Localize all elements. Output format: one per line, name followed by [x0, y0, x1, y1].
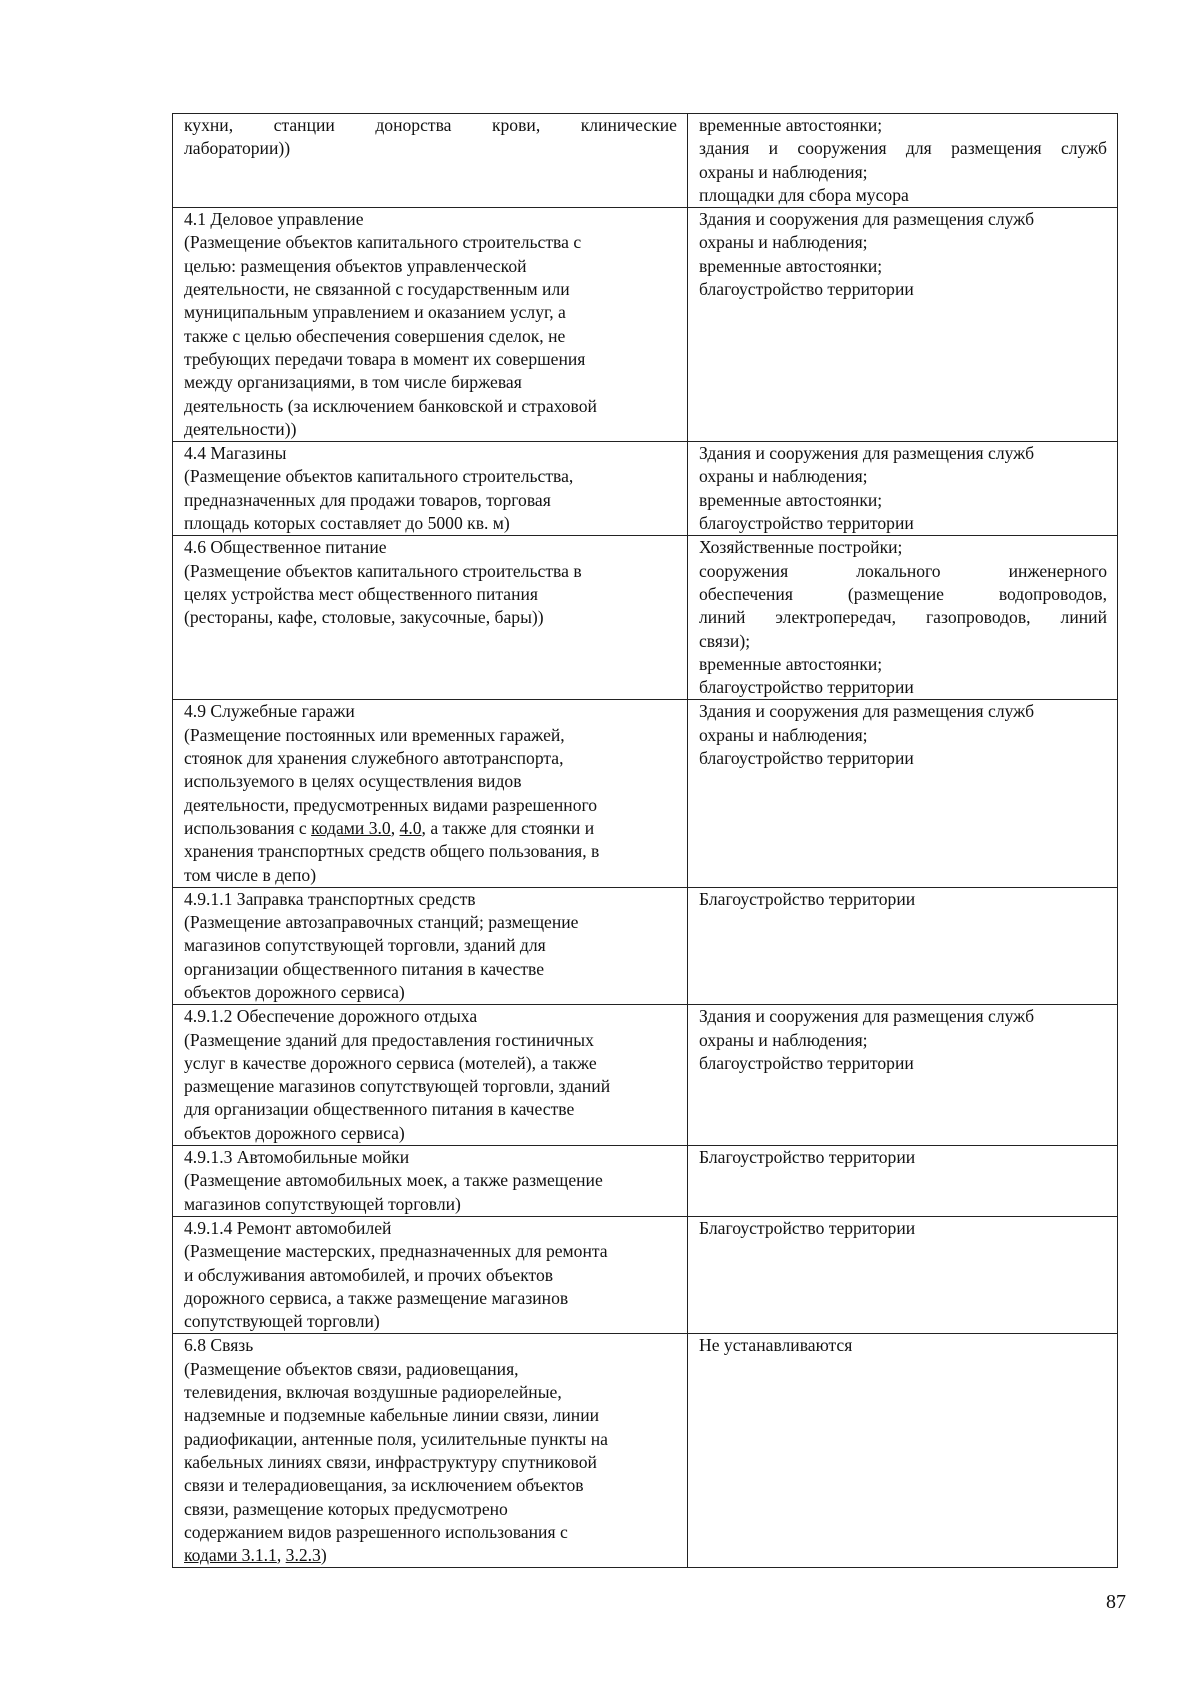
cell-text-line: магазинов сопутствующей торговли, зданий для: [184, 935, 546, 956]
cell-text-line: также с целью обеспечения совершения сделок, не: [184, 325, 566, 346]
use-type-title: 6.8 Связь: [184, 1335, 254, 1356]
cell-text-line: здания и сооружения для размещения служб: [699, 138, 1107, 159]
cell-text-line: охраны и наблюдения;: [699, 161, 868, 182]
cell-text-line: кухни, станции донорства крови, клинические: [184, 115, 677, 135]
permitted-use-cell: [173, 1005, 688, 1146]
cell-text-line: (Размещение объектов связи, радиовещания,: [184, 1358, 519, 1379]
code-reference-link[interactable]: 4.0: [399, 817, 422, 838]
cell-text-line: телевидения, включая воздушные радиорелейные,: [184, 1382, 562, 1403]
table-row: [173, 536, 1118, 700]
cell-text-line: площадки для сбора мусора: [699, 184, 909, 205]
code-reference-link[interactable]: кодами 3.1.1: [184, 1545, 277, 1566]
use-type-title: 4.6 Общественное питание: [184, 537, 387, 558]
cell-text-line: объектов дорожного сервиса): [184, 981, 405, 1002]
cell-text-line: организации общественного питания в качестве: [184, 958, 545, 979]
cell-text-line: целью: размещения объектов управленческой: [184, 255, 527, 276]
cell-text-line: и обслуживания автомобилей, и прочих объектов: [184, 1264, 554, 1285]
cell-text-line: (Размещение мастерских, предназначенных для ремонта: [184, 1241, 608, 1262]
cell-text-line: обеспечения (размещение водопроводов,: [699, 583, 1107, 604]
cell-text-line: хранения транспортных средств общего пользования, в: [184, 841, 600, 862]
table-row: [173, 1146, 1118, 1217]
cell-text-line: сопутствующей торговли): [184, 1311, 380, 1332]
cell-text-line: магазинов сопутствующей торговли): [184, 1193, 461, 1214]
auxiliary-use-cell: [688, 1216, 1118, 1333]
land-use-table: [172, 113, 1118, 1568]
permitted-use-cell: [173, 1216, 688, 1333]
table-row: [173, 1334, 1118, 1568]
table-row: [173, 208, 1118, 442]
code-reference-link[interactable]: 3.2.3: [285, 1545, 321, 1566]
cell-text-line: охраны и наблюдения;: [699, 232, 868, 253]
table-row: [173, 442, 1118, 536]
table-row: [173, 1216, 1118, 1333]
cell-text-line: целях устройства мест общественного питания: [184, 583, 538, 604]
permitted-use-cell: [173, 442, 688, 536]
auxiliary-use-cell: [688, 536, 1118, 700]
cell-text-line: Здания и сооружения для размещения служб: [699, 209, 1035, 230]
auxiliary-use-cell: [688, 442, 1118, 536]
cell-text-line: деятельность (за исключением банковской и страховой: [184, 395, 597, 416]
cell-text-line: благоустройство территории: [699, 677, 914, 698]
cell-text-line: (Размещение объектов капитального строительства,: [184, 466, 574, 487]
cell-text-line: Благоустройство территории: [699, 888, 916, 909]
cell-text-line: радиофикации, антенные поля, усилительные пункты на: [184, 1428, 608, 1449]
cell-text-line-with-links: [184, 1544, 677, 1567]
permitted-use-cell: [173, 114, 688, 208]
permitted-use-cell: [173, 1334, 688, 1568]
cell-text-line: деятельности, предусмотренных видами разрешенного: [184, 794, 598, 815]
cell-text-line: кабельных линиях связи, инфраструктуру спутниковой: [184, 1451, 597, 1472]
cell-text-line: временные автостоянки;: [699, 653, 883, 674]
cell-text-line: деятельности, не связанной с государственным или: [184, 279, 570, 300]
cell-text-line: между организациями, в том числе биржевая: [184, 372, 522, 393]
auxiliary-use-cell: [688, 208, 1118, 442]
page-number: 87: [1106, 1591, 1126, 1613]
cell-text-line: линий электропередач, газопроводов, линий: [699, 607, 1107, 628]
cell-text-line: Благоустройство территории: [699, 1217, 916, 1238]
table-row: [173, 700, 1118, 887]
cell-text-line: площадь которых составляет до 5000 кв. м): [184, 513, 510, 534]
cell-text-line: (Размещение постоянных или временных гаражей,: [184, 724, 565, 745]
cell-text-line: Благоустройство территории: [699, 1147, 916, 1168]
cell-text-line: (рестораны, кафе, столовые, закусочные, бары)): [184, 607, 544, 628]
cell-text-line: связи и телерадиовещания, за исключением объектов: [184, 1475, 584, 1496]
auxiliary-use-cell: [688, 1334, 1118, 1568]
use-type-title: 4.9 Служебные гаражи: [184, 701, 355, 722]
cell-text-line: (Размещение зданий для предоставления гостиничных: [184, 1029, 594, 1050]
auxiliary-use-cell: [688, 700, 1118, 887]
cell-text-line: временные автостоянки;: [699, 489, 883, 510]
cell-text-line: для организации общественного питания в качестве: [184, 1099, 575, 1120]
cell-text-line: благоустройство территории: [699, 1052, 914, 1073]
cell-text-line: размещение магазинов сопутствующей торговли, зданий: [184, 1076, 611, 1097]
cell-text-line: сооружения локального инженерного: [699, 560, 1107, 581]
auxiliary-use-cell: [688, 114, 1118, 208]
use-type-title: 4.4 Магазины: [184, 443, 287, 464]
table-row: [173, 1005, 1118, 1146]
cell-text-line: Здания и сооружения для размещения служб: [699, 701, 1035, 722]
link-line-text: , а также для стоянки и: [421, 817, 595, 838]
cell-text-line: лаборатории)): [184, 138, 291, 159]
cell-text-line: объектов дорожного сервиса): [184, 1122, 405, 1143]
cell-text-line: временные автостоянки;: [699, 115, 883, 135]
cell-text-line: деятельности)): [184, 418, 297, 439]
link-separator: ,: [276, 1545, 286, 1566]
permitted-use-cell: [173, 700, 688, 887]
cell-text-line: (Размещение автозаправочных станций; размещение: [184, 912, 579, 933]
cell-text-line: услуг в качестве дорожного сервиса (мотелей), а также: [184, 1052, 597, 1073]
table-row: [173, 887, 1118, 1004]
permitted-use-cell: [173, 208, 688, 442]
permitted-use-cell: [173, 887, 688, 1004]
cell-text-line: благоустройство территории: [699, 513, 914, 534]
cell-text-line: Здания и сооружения для размещения служб: [699, 443, 1035, 464]
auxiliary-use-cell: [688, 887, 1118, 1004]
cell-text-line: охраны и наблюдения;: [699, 724, 868, 745]
cell-text-line: стоянок для хранения служебного автотранспорта,: [184, 748, 564, 769]
use-type-title: 4.1 Деловое управление: [184, 209, 364, 230]
cell-text-line: содержанием видов разрешенного использования с: [184, 1521, 568, 1542]
table-row: [173, 114, 1118, 208]
cell-text-line: связи, размещение которых предусмотрено: [184, 1498, 508, 1519]
cell-text-line: охраны и наблюдения;: [699, 466, 868, 487]
table-body: [173, 114, 1118, 1568]
link-line-text: ): [320, 1545, 327, 1566]
cell-text-line: дорожного сервиса, а также размещение магазинов: [184, 1287, 569, 1308]
use-type-title: 4.9.1.1 Заправка транспортных средств: [184, 888, 476, 909]
cell-text-line: (Размещение автомобильных моек, а также размещение: [184, 1170, 603, 1191]
link-line-text: использования с: [184, 817, 312, 838]
cell-text-line: благоустройство территории: [699, 748, 914, 769]
auxiliary-use-cell: [688, 1005, 1118, 1146]
use-type-title: 4.9.1.3 Автомобильные мойки: [184, 1147, 410, 1168]
permitted-use-cell: [173, 1146, 688, 1217]
cell-text-line: том числе в депо): [184, 864, 317, 885]
auxiliary-use-cell: [688, 1146, 1118, 1217]
use-type-title: 4.9.1.4 Ремонт автомобилей: [184, 1217, 392, 1238]
cell-text-line: Не устанавливаются: [699, 1335, 853, 1356]
cell-text-line: (Размещение объектов капитального строительства с: [184, 232, 582, 253]
cell-text-line: (Размещение объектов капитального строительства в: [184, 560, 582, 581]
cell-text-line: требующих передачи товара в момент их совершения: [184, 348, 586, 369]
cell-text-line: предназначенных для продажи товаров, торговая: [184, 489, 551, 510]
cell-text-line: охраны и наблюдения;: [699, 1029, 868, 1050]
cell-text-line: связи);: [699, 630, 751, 651]
cell-text-line: Здания и сооружения для размещения служб: [699, 1006, 1035, 1027]
cell-text-line: используемого в целях осуществления видов: [184, 771, 522, 792]
cell-text-line: надземные и подземные кабельные линии связи, линии: [184, 1405, 600, 1426]
cell-text-line: Хозяйственные постройки;: [699, 537, 903, 558]
permitted-use-cell: [173, 536, 688, 700]
use-type-title: 4.9.1.2 Обеспечение дорожного отдыха: [184, 1006, 478, 1027]
code-reference-link[interactable]: кодами 3.0: [311, 817, 391, 838]
cell-text-line-with-links: [184, 817, 677, 840]
cell-text-line: благоустройство территории: [699, 279, 914, 300]
cell-text-line: муниципальным управлением и оказанием услуг, а: [184, 302, 566, 323]
cell-text-line: временные автостоянки;: [699, 255, 883, 276]
link-separator: ,: [390, 817, 400, 838]
